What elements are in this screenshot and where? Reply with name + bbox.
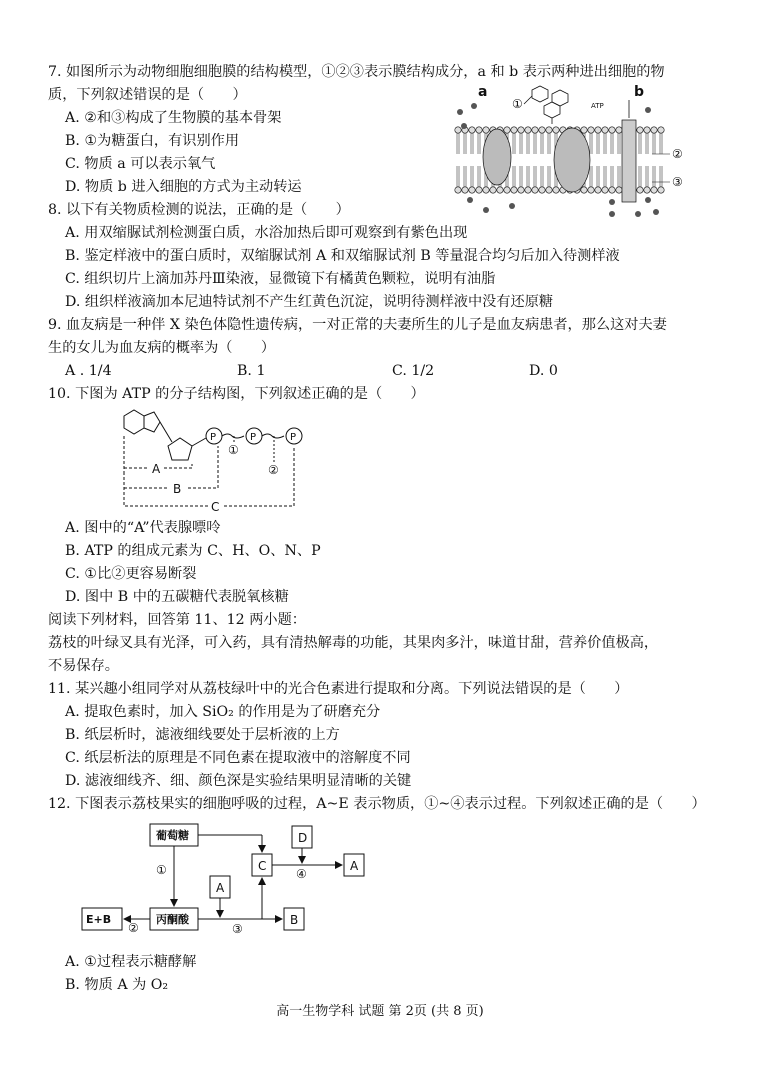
q8-option-d: D. 组织样液滴加本尼迪特试剂不产生红黄色沉淀，说明待测样液中没有还原糖: [65, 294, 554, 310]
atp-bracket-a: A: [152, 462, 161, 476]
q11-option-b: B. 纸层析时，滤液细线要处于层析液的上方: [65, 727, 340, 743]
atp-bracket-b: B: [173, 482, 182, 496]
cell-membrane-figure: [452, 82, 702, 222]
q9-stem-line2: 生的女儿为血友病的概率为（ ）: [48, 340, 276, 356]
q8-option-c: C. 组织切片上滴加苏丹Ⅲ染液，显微镜下有橘黄色颗粒，说明有油脂: [65, 271, 496, 287]
atp-phosphate-2: P: [250, 432, 257, 443]
resp-c: C: [258, 859, 267, 873]
resp-a-out: A: [350, 859, 359, 873]
atp-structure-figure: [118, 406, 318, 512]
q9-option-a: A . 1/4: [65, 363, 112, 379]
q8-option-b: B. 鉴定样液中的蛋白质时，双缩脲试剂 A 和双缩脲试剂 B 等量混合均匀后加入待测样液: [65, 248, 620, 264]
q7-option-a: A. ②和③构成了生物膜的基本骨架: [65, 110, 282, 126]
q12-option-b: B. 物质 A 为 O₂: [65, 977, 169, 993]
q10-stem: 10. 下图为 ATP 的分子结构图，下列叙述正确的是（ ）: [48, 386, 425, 402]
reading-text-line1: 荔枝的叶绿叉具有光泽，可入药，具有清热解毒的功能，其果肉多汁，味道甘甜，营养价值极高，: [48, 635, 659, 651]
q9-option-c: C. 1/2: [392, 363, 435, 379]
resp-d: D: [298, 831, 308, 845]
membrane-label-1: ①: [512, 97, 523, 111]
resp-b: B: [290, 913, 299, 927]
membrane-label-2: ②: [672, 147, 683, 161]
atp-bracket-c: C: [211, 500, 220, 512]
q7-option-c: C. 物质 a 可以表示氧气: [65, 156, 216, 172]
q11-option-c: C. 纸层析法的原理是不同色素在提取液中的溶解度不同: [65, 750, 411, 766]
q7-option-b: B. ①为糖蛋白，有识别作用: [65, 133, 240, 149]
atp-phosphate-1: P: [210, 432, 217, 443]
q7-stem-line1: 7. 如图所示为动物细胞细胞膜的结构模型，①②③表示膜结构成分，a 和 b 表示两种进出细胞的物: [48, 64, 665, 80]
atp-phosphate-3: P: [290, 432, 297, 443]
page-footer: 高一生物学科 试题 第 2页 (共 8 页): [276, 1004, 484, 1019]
q9-stem-line1: 9. 血友病是一种伴 X 染色体隐性遗传病，一对正常的夫妻所生的儿子是血友病患者，那么这对夫妻: [48, 317, 667, 333]
atp-bond-1: ①: [228, 443, 239, 457]
q9-option-d: D. 0: [529, 363, 558, 379]
q11-stem: 11. 某兴趣小组同学对从荔枝绿叶中的光合色素进行提取和分离。下列说法错误的是（ ）: [48, 681, 629, 697]
q7-stem-line2: 质，下列叙述错误的是（ ）: [48, 87, 247, 103]
q7-option-d: D. 物质 b 进入细胞的方式为主动转运: [65, 179, 302, 195]
membrane-label-b: b: [634, 84, 645, 100]
q8-stem: 8. 以下有关物质检测的说法，正确的是（ ）: [48, 202, 350, 218]
resp-eb: E+B: [86, 913, 112, 926]
resp-step-3: ③: [232, 922, 243, 936]
q10-option-d: D. 图中 B 中的五碳糖代表脱氧核糖: [65, 589, 289, 605]
membrane-label-3: ③: [672, 175, 683, 189]
q12-option-a: A. ①过程表示糖酵解: [65, 954, 197, 970]
q10-option-a: A. 图中的“A”代表腺嘌呤: [65, 520, 221, 536]
atp-bond-2: ②: [268, 463, 279, 477]
resp-glucose: 葡萄糖: [156, 829, 189, 842]
q11-option-d: D. 滤液细线齐、细、颜色深是实验结果明显清晰的关键: [65, 773, 412, 789]
q10-option-c: C. ①比②更容易断裂: [65, 566, 197, 582]
q9-option-b: B. 1: [237, 363, 266, 379]
membrane-label-a: a: [478, 84, 488, 100]
q11-option-a: A. 提取色素时，加入 SiO₂ 的作用是为了研磨充分: [65, 704, 381, 720]
reading-text-line2: 不易保存。: [48, 658, 119, 674]
q8-option-a: A. 用双缩脲试剂检测蛋白质，水浴加热后即可观察到有紫色出现: [65, 225, 468, 241]
resp-step-1: ①: [156, 863, 167, 877]
membrane-label-atp: ATP: [591, 102, 604, 110]
reading-intro: 阅读下列材料，回答第 11、12 两小题：: [48, 612, 306, 628]
respiration-figure: [70, 820, 390, 940]
q12-stem: 12. 下图表示荔枝果实的细胞呼吸的过程，A~E 表示物质，①~④表示过程。下列叙述正确的是（ ）: [48, 796, 706, 812]
q10-option-b: B. ATP 的组成元素为 C、H、O、N、P: [65, 543, 321, 559]
resp-step-4: ④: [296, 867, 307, 881]
resp-step-2: ②: [128, 921, 139, 935]
resp-a-in: A: [216, 881, 225, 895]
resp-pyruvate: 丙酮酸: [156, 913, 189, 926]
